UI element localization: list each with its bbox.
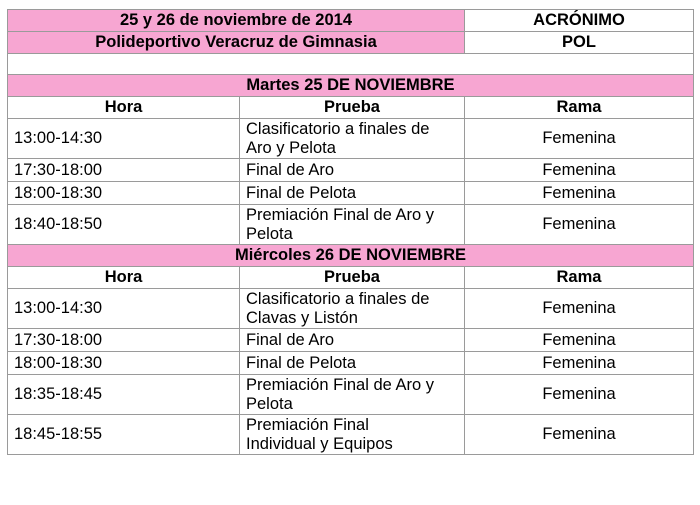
prueba-line: Premiación Final de Aro y <box>246 205 435 224</box>
day-title-row <box>8 245 694 267</box>
row-hora: 17:30-18:00 <box>8 329 240 352</box>
row-prueba <box>240 205 465 245</box>
row-prueba <box>240 415 465 455</box>
table-row <box>8 159 694 182</box>
row-prueba: Final de Pelota <box>240 182 465 205</box>
row-rama: Femenina <box>465 159 694 182</box>
column-header-rama: Rama <box>465 267 694 289</box>
row-hora: 13:00-14:30 <box>8 119 240 159</box>
row-prueba: Final de Pelota <box>240 352 465 375</box>
event-dates: 25 y 26 de noviembre de 2014 <box>8 10 465 32</box>
row-rama: Femenina <box>465 329 694 352</box>
table-row <box>8 415 694 455</box>
table-row <box>8 205 694 245</box>
prueba-line: Pelota <box>246 224 293 243</box>
row-prueba <box>240 119 465 159</box>
day-title: Miércoles 26 DE NOVIEMBRE <box>8 245 694 267</box>
row-hora: 13:00-14:30 <box>8 289 240 329</box>
row-prueba: Final de Aro <box>240 329 465 352</box>
column-header-prueba: Prueba <box>240 267 465 289</box>
column-header-row <box>8 97 694 119</box>
row-prueba <box>240 289 465 329</box>
row-rama: Femenina <box>465 182 694 205</box>
row-rama: Femenina <box>465 415 694 455</box>
table-row <box>8 182 694 205</box>
table-row <box>8 119 694 159</box>
row-rama: Femenina <box>465 205 694 245</box>
table-row <box>8 329 694 352</box>
column-header-hora: Hora <box>8 97 240 119</box>
venue-name: Polideportivo Veracruz de Gimnasia <box>8 32 465 54</box>
row-hora: 18:40-18:50 <box>8 205 240 245</box>
table-row <box>8 289 694 329</box>
prueba-line: Clavas y Listón <box>246 308 358 327</box>
row-hora: 17:30-18:00 <box>8 159 240 182</box>
prueba-line: Pelota <box>246 394 293 413</box>
row-rama: Femenina <box>465 375 694 415</box>
prueba-line: Premiación Final <box>246 415 369 434</box>
row-rama: Femenina <box>465 352 694 375</box>
spacer-row <box>8 54 694 75</box>
acronym-label: ACRÓNIMO <box>465 10 694 32</box>
column-header-hora: Hora <box>8 267 240 289</box>
acronym-value: POL <box>465 32 694 54</box>
row-rama: Femenina <box>465 289 694 329</box>
row-hora: 18:35-18:45 <box>8 375 240 415</box>
row-rama: Femenina <box>465 119 694 159</box>
day-title-row <box>8 75 694 97</box>
row-hora: 18:00-18:30 <box>8 182 240 205</box>
table-row <box>8 375 694 415</box>
day-title: Martes 25 DE NOVIEMBRE <box>8 75 694 97</box>
row-hora: 18:00-18:30 <box>8 352 240 375</box>
prueba-line: Individual y Equipos <box>246 434 393 453</box>
column-header-prueba: Prueba <box>240 97 465 119</box>
column-header-row <box>8 267 694 289</box>
prueba-line: Premiación Final de Aro y <box>246 375 435 394</box>
venue-row <box>8 32 694 54</box>
row-hora: 18:45-18:55 <box>8 415 240 455</box>
prueba-line: Aro y Pelota <box>246 138 336 157</box>
column-header-rama: Rama <box>465 97 694 119</box>
event-dates-row <box>8 10 694 32</box>
table-row <box>8 352 694 375</box>
schedule-table <box>7 9 694 455</box>
row-prueba <box>240 375 465 415</box>
row-prueba: Final de Aro <box>240 159 465 182</box>
prueba-line: Clasificatorio a finales de <box>246 289 430 308</box>
spacer-cell <box>8 54 694 75</box>
prueba-line: Clasificatorio a finales de <box>246 119 430 138</box>
